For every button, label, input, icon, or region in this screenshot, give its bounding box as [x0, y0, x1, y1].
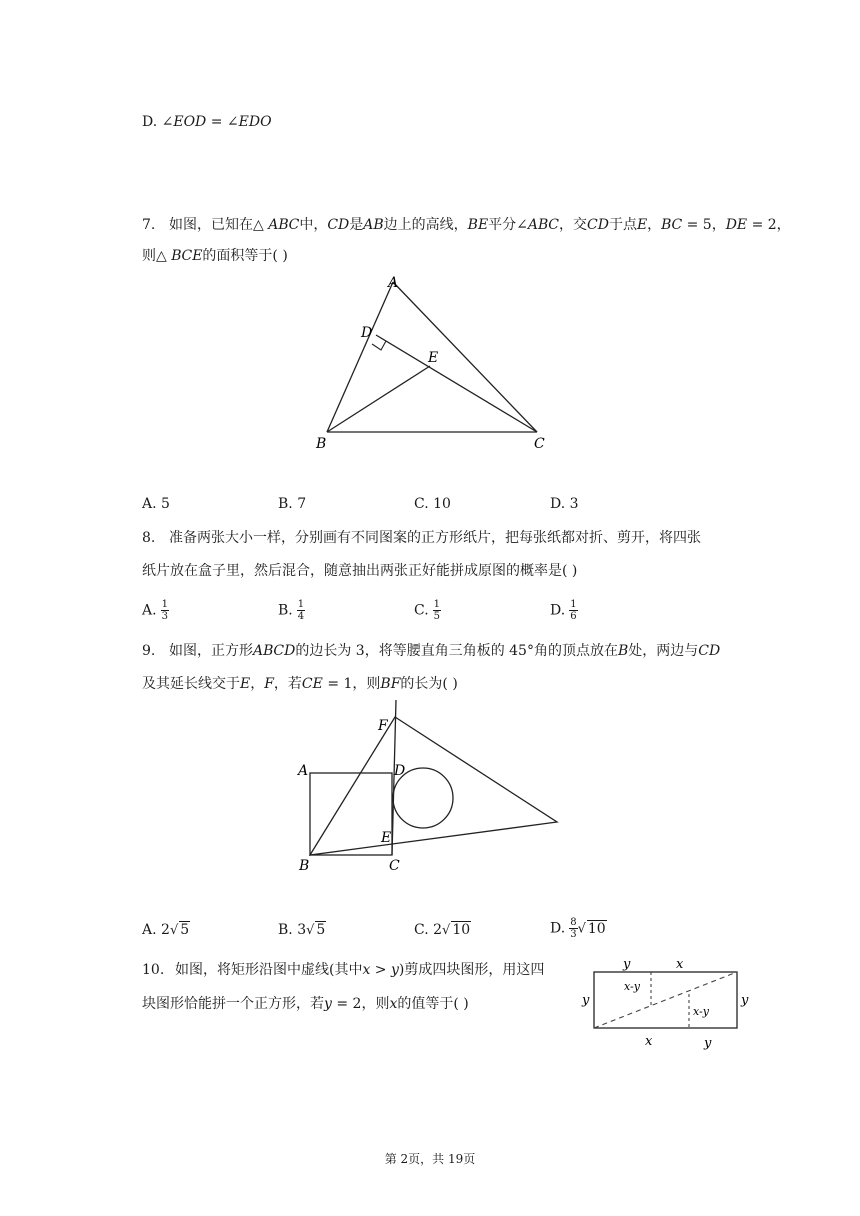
q7-label-e: E — [428, 350, 439, 366]
q7-side-ac — [393, 282, 537, 432]
q7-side-ab — [327, 282, 393, 432]
q10-stem-line1: 如图，将矩形沿图中虚线(其中𝑥 > 𝑦)剪成四块图形，用这四 — [175, 962, 545, 978]
q7-triangle-figure — [300, 270, 560, 455]
q9-stem-line1: 如图，正方形𝐴𝐵𝐶𝐷的边长为 3，将等腰直角三角板的 45°角的顶点放在𝐵处，两边与𝐶𝐷 — [169, 643, 721, 659]
page-footer: 第 2页，共 19页 — [384, 1152, 476, 1166]
q10-stem-line2: 块图形恰能拼一个正方形，若𝑦 = 2，则𝑥的值等于( ) — [142, 996, 469, 1012]
prev-question-option-d: D. ∠𝐸𝑂𝐷 = ∠𝐸𝐷𝑂 — [142, 114, 272, 130]
q10-label-bottom-y: y — [704, 1036, 712, 1051]
q7-number: 7. — [142, 217, 156, 233]
q10-label-mid2: x-y — [693, 1005, 709, 1018]
q7-stem-line1: 如图，已知在△ 𝐴𝐵𝐶中，𝐶𝐷是𝐴𝐵边上的高线，𝐵𝐸平分∠𝐴𝐵𝐶，交𝐶𝐷于点𝐸，𝐵𝐶 = 5，𝐷𝐸 = 2， — [169, 217, 791, 233]
q7-stem-line2: 则△ 𝐵𝐶𝐸的面积等于( ) — [142, 248, 288, 264]
q10-dashed-diagonal — [594, 972, 737, 1028]
q9-number: 9. — [142, 643, 156, 659]
q9-label-c: C — [389, 858, 400, 874]
q9-label-d: D — [394, 763, 406, 779]
q10-label-top-x: x — [676, 957, 684, 972]
q7-label-a: A — [388, 275, 399, 291]
q9-option-b[interactable]: B. 3√ 5 — [278, 922, 326, 938]
q9-option-c[interactable]: C. 2√ 10 — [414, 922, 471, 938]
q10-label-top-y: y — [623, 957, 631, 972]
q7-text-line1 — [142, 215, 791, 235]
q10-label-bottom-x: x — [645, 1034, 653, 1049]
q8-option-c[interactable]: C. $\frac{1}{5}$ — [414, 599, 441, 622]
q8-option-a[interactable]: A. $\frac{1}{3}$ — [142, 599, 168, 622]
q10-label-right-y: y — [741, 993, 749, 1008]
q9-stem-line2: 及其延长线交于𝐸，𝐹，若𝐶𝐸 = 1，则𝐵𝐹的长为( ) — [142, 676, 458, 692]
q9-label-f: F — [378, 718, 388, 734]
q9-label-a: A — [298, 763, 309, 779]
q10-label-mid1: x-y — [624, 980, 640, 993]
q10-rectangle-figure — [578, 953, 756, 1053]
q9-square-triangle-figure — [290, 695, 570, 880]
q7-option-b[interactable]: B. 7 — [278, 496, 307, 512]
q7-label-d: D — [361, 325, 373, 341]
q7-option-d[interactable]: D. 3 — [550, 496, 579, 512]
q7-option-c[interactable]: C. 10 — [414, 496, 451, 512]
q7-bisector-be — [327, 366, 430, 432]
q7-label-b: B — [316, 436, 327, 452]
q9-label-e: E — [381, 830, 392, 846]
q10-number: 10. — [142, 962, 165, 978]
q9-option-d[interactable]: D. $\frac{8}{3}$ √ 10 — [550, 917, 606, 940]
q9-text-line1 — [142, 641, 720, 661]
q7-right-angle-mark — [372, 341, 386, 350]
q8-text-line1 — [142, 528, 701, 548]
q8-option-b[interactable]: B. $\frac{1}{4}$ — [278, 599, 305, 622]
q9-square-abcd — [310, 773, 392, 855]
q8-stem-line2: 纸片放在盒子里，然后混合，随意抽出两张正好能拼成原图的概率是( ) — [142, 563, 578, 579]
q8-stem-line1: 准备两张大小一样，分别画有不同图案的正方形纸片，把每张纸都对折、剪开，将四张 — [169, 530, 701, 546]
q9-set-square — [310, 717, 557, 855]
q9-label-b: B — [299, 858, 310, 874]
q7-label-c: C — [534, 436, 545, 452]
q9-option-a[interactable]: A. 2√ 5 — [142, 922, 190, 938]
q7-option-a[interactable]: A. 5 — [142, 496, 170, 512]
q7-altitude-cd — [376, 335, 537, 432]
q10-label-left-y: y — [582, 993, 590, 1008]
q8-option-d[interactable]: D. $\frac{1}{6}$ — [550, 599, 577, 622]
q10-text-line1 — [142, 960, 544, 980]
q8-number: 8. — [142, 530, 156, 546]
